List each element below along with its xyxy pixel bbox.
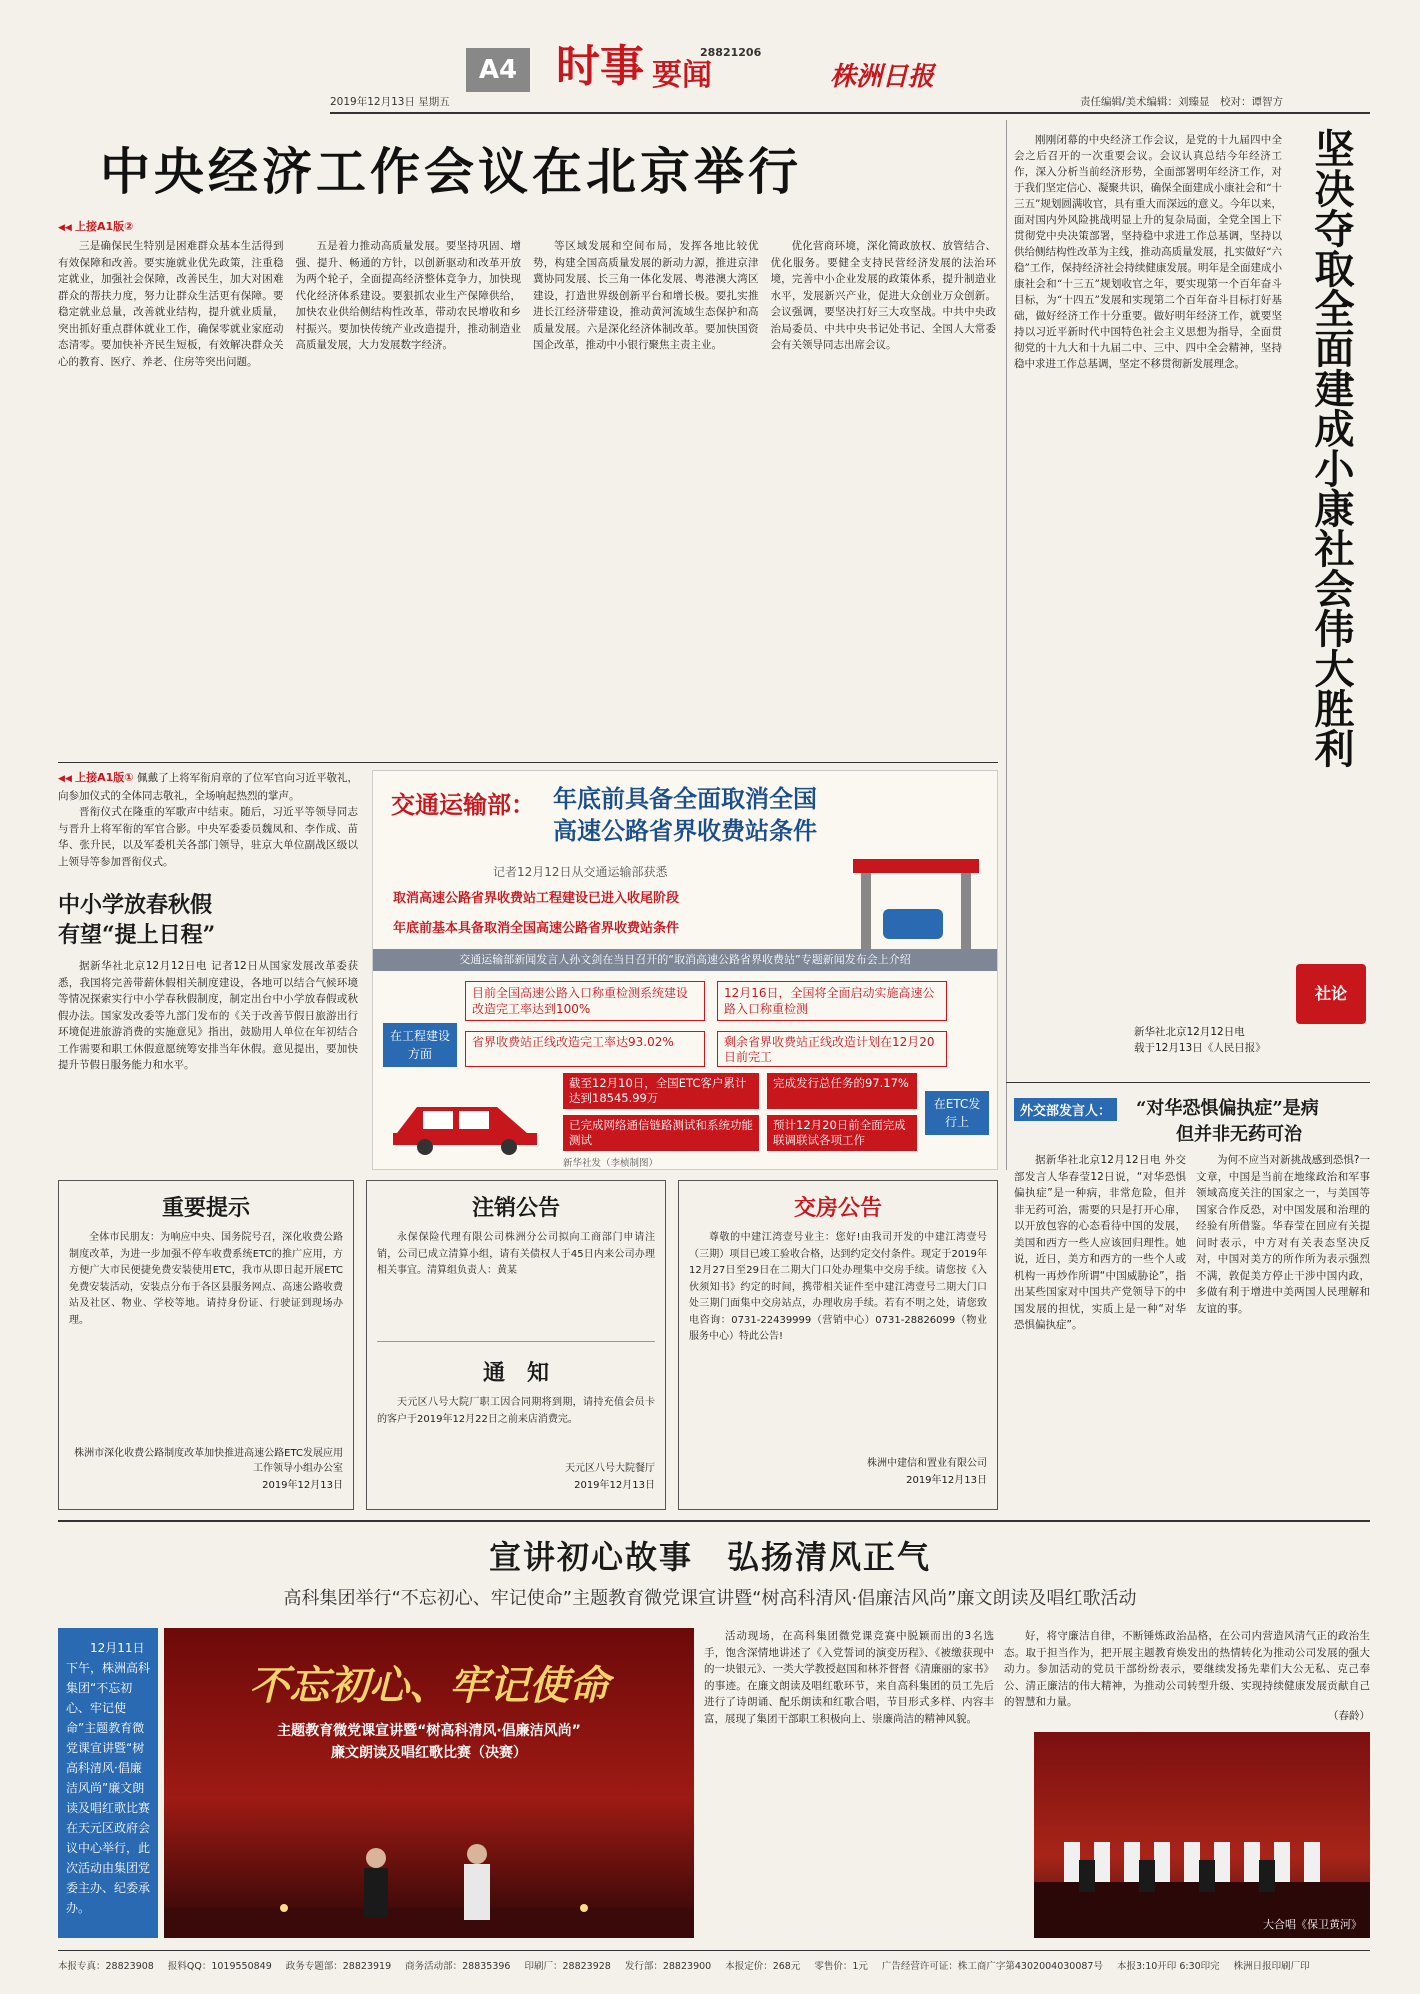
stage-performers <box>164 1808 694 1938</box>
notice-signoff: 株洲市深化收费公路制度改革加快推进高速公路ETC发展应用工作领导小组办公室 <box>74 1448 343 1474</box>
main-article-col-2: 五是着力推动高质量发展。要坚持巩固、增强、提升、畅通的方针，以创新驱动和改革开放为两个轮子，全面提高经济整体竞争力，加快现代化经济体系建设。要狠抓农业生产保障供给，加快农业供给侧结构性改革，带动农民增收和乡村振兴。要加快传统产业改造提升，推动制造业高质量发展，大力发展数字经济。 <box>295 240 521 351</box>
page-number: A4 <box>466 48 530 92</box>
divider <box>1006 120 1007 1170</box>
footer-item: 印刷厂：28823928 <box>524 1961 611 1972</box>
sub-article-title-l2: 有望“提上日程” <box>58 922 216 948</box>
notice-important <box>58 1180 354 1510</box>
choir-illustration <box>1034 1732 1370 1938</box>
stat-box-3: 省界收费站正线改造完工率达93.02% <box>465 1031 705 1067</box>
editorial-badge: 社论 <box>1296 964 1366 1024</box>
bottom-col-2: 好，将守廉洁自律，不断锤炼政治品格，在公司内营造风清气正的政治生态。取于担当作为，把开展主题教育焕发出的热情转化为推动公司发展的强大动力。参加活动的党员干部纷纷表示，要继续发扬先辈们大公无私、克己奉公、清正廉洁的伟大精神，为推动公司转型升级、实现持续健康发展贡献自己的智慧和力量。 <box>1004 1630 1370 1708</box>
main-article-col-1: 三是确保民生特别是困难群众基本生活得到有效保障和改善。要实施就业优先政策，注重稳定就业，加强社会保障，改善民生，加大对困难群众的帮扶力度，努力让群众生活更有保障。要稳定就业总量，改善就业结构，提升就业质量，突出抓好重点群体就业工作，确保零就业家庭动态清零。要加快补齐民生短板，有效解决群众关心的教育、医疗、养老、住房等突出问题。 <box>58 240 284 368</box>
footer-item: 本报定价：268元 <box>725 1961 801 1972</box>
commentary-signoff-1: 新华社北京12月12日电 <box>1134 1026 1245 1038</box>
fm-col-2: 为何不应当对新挑战感到恐惧?一文章，中国是当前在地缘政治和军事领域高度关注的国家之一，与美国等国家合作反恐，对中国发展和治理的经验有所借鉴。华春莹在回应有关提问时表示，中方对有关表态坚决反对，中国对美方的所作所为表示强烈不满，敦促美方停止干涉中国内政，多做有利于增进中美两国人民理解和友谊的事。 <box>1196 1154 1370 1315</box>
notice-title-2: 通 知 <box>482 1361 549 1386</box>
bottom-right-column <box>1004 1628 1370 1938</box>
fm-title-l1: “对华恐惧偏执症”是病 <box>1136 1098 1319 1119</box>
sub-article-body: 晋衔仪式在隆重的军歌声中结束。随后，习近平等领导同志与晋升上将军衔的军官合影。中央军委委员魏凤和、李作成、苗华、张升民，以及军委机关各部门领导，驻京大单位副战区级以上领导等参加晋衔仪式。 <box>58 806 358 868</box>
divider <box>377 1341 655 1342</box>
notice-body: 尊敬的中建江湾壹号业主：您好!由我司开发的中建江湾壹号（三期）项目已竣工验收合格，达到约定交付条件。现定于2019年12月27日至29日在二期大门口处办理集中交房手续。请您按《入伙须知书》约定的时间，携带相关证件至中建江湾壹号二期大门口处三期门面集中交房站点，办理收房手续。若有不明之处，请您致电咨询：0731-22439999（营销中心）0731-28826099（物业服务中心）特此公告! <box>689 1232 987 1342</box>
notice-body-2: 天元区八号大院厂职工因合同期将到期，请持充值会员卡的客户于2019年12月22日之前来店消费完。 <box>377 1397 655 1425</box>
footer-item: 株洲日报印刷厂印 <box>1233 1961 1310 1972</box>
editors-line: 责任编辑/美术编辑：刘臻显 校对：谭智方 <box>1080 96 1284 108</box>
footer-item: 政务专题部：28823919 <box>285 1961 392 1972</box>
stat-box-4: 剩余省界收费站正线改造计划在12月20日前完工 <box>717 1031 947 1067</box>
divider <box>58 762 998 763</box>
notice-title: 交房公告 <box>793 1196 882 1221</box>
car-icon <box>387 1093 547 1155</box>
sub-article-spring-autumn-break <box>58 890 358 1160</box>
stage-title: 不忘初心、牢记使命 <box>249 1662 609 1709</box>
stage-subtitle-1: 主题教育微党课宣讲暨“树高科清风·倡廉洁风尚” <box>277 1723 581 1739</box>
notice-title: 注销公告 <box>471 1196 560 1221</box>
hotline: 28821206 <box>700 46 762 59</box>
stat-box-6: 完成发行总任务的97.17% <box>767 1073 917 1109</box>
notice-body: 全体市民朋友：为响应中央、国务院号召，深化收费公路制度改革，为进一步加强不停车收费系统ETC的推广应用，方方便广大市民便捷免费安装使用ETC，我市从即日起开展ETC免费安装活动，安装点分布于各区县服务网点、高速公路收费站及社区、物业、学校等地。请持身份证、行驶证到现场办理。 <box>69 1232 343 1326</box>
footer-item: 报料QQ：1019550849 <box>167 1961 272 1972</box>
stat-box-5: 截至12月10日，全国ETC客户累计达到18545.99万 <box>563 1073 759 1109</box>
commentary <box>1014 118 1370 1148</box>
sub-article-ceremony <box>58 770 358 880</box>
stat-box-2: 12月16日，全国将全面启动实施高速公路入口称重检测 <box>717 981 947 1021</box>
notice-signoff: 天元区八号大院餐厅 <box>565 1463 655 1474</box>
stat-box-7: 已完成网络通信链路测试和系统功能测试 <box>563 1115 759 1151</box>
footer-item: 发行部：28823900 <box>624 1961 712 1972</box>
main-article-kicker: ◀◀ 上接A1版② <box>58 218 996 234</box>
main-article-col-3: 等区域发展和空间布局，发挥各地比较优势，构建全国高质量发展的新动力源，推进京津冀协同发展、长三角一体化发展、粤港澳大湾区建设，打造世界级创新平台和增长极。要扎实推进长江经济带建设，推动黄河流域生态保护和高质量发展。六是深化经济体制改革。要加快国资国企改革，推动中小银行聚焦主责主业。 <box>533 240 759 351</box>
tag-construction: 在工程建设方面 <box>383 1023 457 1067</box>
commentary-title: 坚决夺取全面建成小康社会伟大胜利 <box>1308 128 1355 768</box>
notice-title: 重要提示 <box>161 1196 250 1221</box>
bottom-sidebar: 12月11日下午，株洲高科集团“不忘初心、牢记使命”主题教育微党课宣讲暨“树高科清风·倡廉洁风尚”廉文朗读及唱红歌比赛在天元区政府会议中心举行，此次活动由集团党委主办、纪委承办。 <box>58 1628 158 1938</box>
bottom-headline: 宣讲初心故事 弘扬清风正气 <box>488 1538 931 1576</box>
footer-item: 广告经营许可证：株工商广字第4302004030087号 <box>881 1961 1103 1972</box>
masthead-rule <box>330 112 1370 114</box>
fm-label: 外交部发言人： <box>1014 1098 1117 1121</box>
notice-handover <box>678 1180 998 1510</box>
fm-title-l2: 但并非无药可治 <box>1176 1124 1302 1145</box>
fm-col-1: 据新华社北京12月12日电 外交部发言人华春莹12日说，“对华恐惧偏执症”是一种病，非常危险，但并非无药可治，需要的只是打开心扉，以开放包容的心态看待中国的发展，美国和西方一些人应该回归理性。她说，近日，美方和西方的一些个人或机构一再炒作所谓“中国威胁论”，指出某些国家对中国共产党领导下的中国发展的担忧，实质上是一种“对华恐惧偏执症”。 <box>1014 1154 1186 1331</box>
infographic-title-l1: 年底前具备全面取消全国 <box>553 784 817 813</box>
main-article-col-4: 优化营商环境，深化简政放权、放管结合、优化服务。要健全支持民营经济发展的法治环境，完善中小企业发展的政策体系，提升制造业水平，发展新兴产业，促进大众创业万众创新。会议强调，要坚决打好三大攻坚战。中共中央政治局委员、中共中央书记处书记、全国人大常委会有关领导同志出席会议。 <box>770 240 996 351</box>
bottom-col-1: 活动现场，在高科集团微党课竞赛中脱颖而出的3名选手，饱含深情地讲述了《入党誓词的演变历程》、《被缴获现中的一块银元》、一类大学教授赵国和林芥督督《清廉丽的家书》的事迹。在廉文朗读及唱红歌环节，来自高科集团的员工先后进行了诗朗诵、配乐朗读和红歌合唱，节目形式多样、内容丰富，展现了集团干部职工积极向上、崇廉尚洁的精神风貌。 <box>704 1630 994 1725</box>
date-line: 记者12月12日从交通运输部获悉 <box>493 865 668 879</box>
masthead <box>0 0 1420 112</box>
footer-item: 零售价：1元 <box>814 1961 868 1972</box>
infographic-credit: 新华社发（李桢制图） <box>563 1158 659 1169</box>
infographic-footer-banner: 交通运输部新闻发言人孙文剑在当日召开的“取消高速公路省界收费站”专题新闻发布会上介绍 <box>373 949 997 971</box>
highlight-line-1: 取消高速公路省界收费站工程建设已进入收尾阶段 <box>393 891 680 906</box>
notice-cancellation <box>366 1180 666 1510</box>
footer-item: 本报3:10开印 6:30印完 <box>1116 1961 1220 1972</box>
infographic-label: 交通运输部： <box>391 791 535 819</box>
highlight-line-2: 年底前基本具备取消全国高速公路省界收费站条件 <box>393 921 680 936</box>
stat-box-1: 目前全国高速公路入口称重检测系统建设改造完工率达到100% <box>465 981 705 1021</box>
paper-logo: 株洲日报 <box>830 62 935 92</box>
notice-body: 永保保险代理有限公司株洲分公司拟向工商部门申请注销，公司已成立清算小组，请有关债权人于45日内来公司办理相关事宜。清算组负责人：黄某 <box>377 1232 655 1276</box>
stage-subtitle-2: 廉文朗读及唱红歌比赛（决赛） <box>331 1745 527 1761</box>
footer-item: 本报专真：28823908 <box>58 1961 154 1972</box>
commentary-body: 刚刚闭幕的中央经济工作会议，是党的十九届四中全会之后召开的一次重要会议。会议认真总结今年经济工作，深入分析当前经济形势，全面部署明年经济工作，对于我们坚定信心、凝聚共识，确保全面建成小康社会和“十三五”规划圆满收官，具有重大而深远的意义。今年以来，面对国内外风险挑战明显上升的复杂局面，全党全国上下贯彻党中央决策部署，坚持稳中求进工作总基调，坚持以供给侧结构性改革为主线，推动高质量发展，扎实做好“六稳”工作，保持经济社会持续健康发展。明年是全面建成小康社会和“十三五”规划收官之年，要实现第一个百年奋斗目标，为“十四五”发展和实现第二个百年奋斗目标打好基础，做好经济工作十分重要。做好明年经济工作，就要坚持以习近平新时代中国特色社会主义思想为指导，全面贯彻党的十九大和十九届二中、三中、四中全会精神，坚持稳中求进工作总基调，坚定不移贯彻新发展理念。 <box>1014 134 1282 370</box>
stat-box-8: 预计12月20日前全面完成联调联试各项工作 <box>767 1115 917 1151</box>
notice-date: 2019年12月13日 <box>574 1480 655 1491</box>
bottom-subhead: 高科集团举行“不忘初心、牢记使命”主题教育微党课宣讲暨“树高科清风·倡廉洁风尚”廉文朗读及唱红歌活动 <box>283 1588 1137 1609</box>
infographic-title-l2: 高速公路省界收费站条件 <box>553 816 817 845</box>
headline: 中央经济工作会议在北京举行 <box>100 142 802 201</box>
main-article <box>58 218 996 758</box>
notice-date: 2019年12月13日 <box>262 1480 343 1491</box>
divider <box>1006 1082 1370 1083</box>
choir-photo <box>1034 1732 1370 1938</box>
footer-rule <box>58 1950 1370 1951</box>
footer-strip <box>58 1958 1370 1972</box>
sub-article-body-2: 据新华社北京12月12日电 记者12日从国家发展改革委获悉，我国将完善带薪休假相关制度建设，各地可以结合气候环境等情况探索实行中小学春秋假制度，制定出台中小学放春假或秋假办法。国家发改委等九部门发布的《关于改善节假日旅游出行环境促进旅游消费的实施意见》指出，鼓励用人单位在年初结合工作需要和职工休假意愿统筹安排当年休假。意见提出，要加快提升节假日服务能力和水平。 <box>58 960 358 1071</box>
choir-photo-caption: 大合唱《保卫黄河》 <box>1263 1918 1362 1931</box>
notice-signoff: 株洲中建信和置业有限公司 <box>867 1458 987 1469</box>
commentary-signoff-2: 载于12月13日《人民日报》 <box>1134 1042 1266 1054</box>
section-main-title: 时事 <box>556 41 644 92</box>
sub-article-lead: 佩戴了上将军衔肩章的了位军官向习近平敬礼，向参加仪式的全体同志敬礼，全场响起热烈的掌声。 <box>58 772 358 802</box>
notice-date: 2019年12月13日 <box>906 1475 987 1486</box>
tag-etc: 在ETC发行上 <box>925 1091 989 1135</box>
issue-date: 2019年12月13日 星期五 <box>330 96 450 108</box>
bottom-author: （春龄） <box>1328 1710 1370 1722</box>
footer-item: 商务活动部：28835396 <box>405 1961 511 1972</box>
sub-article-kicker: ◀◀ 上接A1版① <box>58 771 134 784</box>
divider <box>58 1520 1370 1522</box>
section-sub-title: 要闻 <box>652 58 712 93</box>
stage-photo <box>164 1628 694 1938</box>
traffic-infographic <box>372 770 998 1170</box>
sub-article-title-l1: 中小学放春秋假 <box>58 892 213 918</box>
